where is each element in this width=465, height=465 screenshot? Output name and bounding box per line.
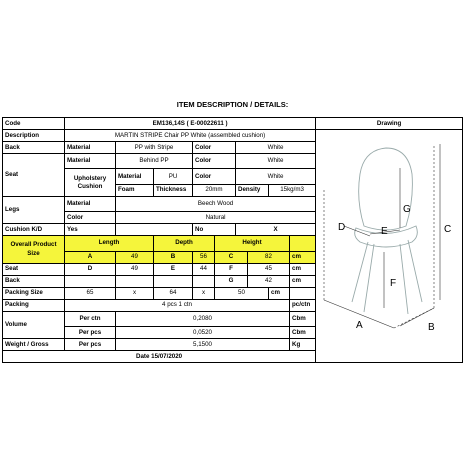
- label-vol-per-ctn: Per ctn: [65, 311, 116, 326]
- value-legs-color: Natural: [116, 212, 316, 224]
- back-dims-blank-1: [65, 275, 116, 287]
- header-unit-blank: [290, 236, 316, 251]
- label-seat-color: Color: [193, 154, 236, 169]
- value-back-material: PP with Stripe: [116, 142, 193, 154]
- drawing-letter-g: G: [403, 204, 411, 215]
- page-title: ITEM DESCRIPTION / DETAILS:: [176, 100, 289, 109]
- value-vol-pcs: 0,0520: [116, 327, 290, 339]
- value-upholstery-material: PU: [154, 169, 193, 184]
- value-code: EM136,14S ( E-00022611 ): [65, 118, 316, 130]
- value-back-color: White: [236, 142, 316, 154]
- value-thickness: 20mm: [193, 184, 236, 196]
- label-foam: Foam: [116, 184, 154, 196]
- drawing-letter-e: E: [381, 226, 388, 237]
- value-yes: [116, 224, 193, 236]
- label-seat-dims: Seat: [3, 263, 65, 275]
- dim-e-label: E: [154, 263, 193, 275]
- label-upholstery-color: Color: [193, 169, 236, 184]
- label-overall-size: Overall Product Size: [3, 236, 65, 263]
- header-depth: Depth: [154, 236, 215, 251]
- value-seat-material: Behind PP: [116, 154, 193, 169]
- label-yes: Yes: [65, 224, 116, 236]
- pack-x-1: x: [116, 287, 154, 299]
- value-upholstery-color: White: [236, 169, 316, 184]
- label-legs: Legs: [3, 196, 65, 223]
- label-back-material: Material: [65, 142, 116, 154]
- dim-g-value: 42: [248, 275, 290, 287]
- label-legs-color: Color: [65, 212, 116, 224]
- dim-unit-cm: cm: [290, 251, 316, 263]
- value-no: X: [236, 224, 316, 236]
- label-packing: Packing: [3, 299, 65, 311]
- back-dims-blank-2: [116, 275, 154, 287]
- value-legs-material: Beech Wood: [116, 196, 316, 211]
- drawing-letter-a: A: [356, 320, 363, 331]
- dim-f-value: 45: [248, 263, 290, 275]
- document-date: Date 15/07/2020: [3, 351, 316, 363]
- pack-blank: [290, 287, 316, 299]
- drawing-letter-c: C: [444, 224, 452, 235]
- chair-drawing: [316, 130, 462, 362]
- drawing-cell: [316, 130, 463, 363]
- dim-b-label: B: [154, 251, 193, 263]
- header-drawing: Drawing: [316, 118, 463, 130]
- label-back-dims: Back: [3, 275, 65, 287]
- value-density: 15kg/m3: [269, 184, 316, 196]
- spec-table: [2, 117, 463, 363]
- pack-height: 50: [215, 287, 269, 299]
- label-density: Density: [236, 184, 269, 196]
- dim-f-label: F: [215, 263, 248, 275]
- dim-a-label: A: [65, 251, 116, 263]
- value-seat-color: White: [236, 154, 316, 169]
- dim-g-unit: cm: [290, 275, 316, 287]
- dim-d-value: 49: [116, 263, 154, 275]
- dim-c-label: C: [215, 251, 248, 263]
- dim-e-value: 44: [193, 263, 215, 275]
- value-packing: 4 pcs 1 ctn: [65, 299, 290, 311]
- label-thickness: Thickness: [154, 184, 193, 196]
- label-seat: Seat: [3, 154, 65, 197]
- label-weight: Weight / Gross: [3, 339, 65, 351]
- pack-depth: 64: [154, 287, 193, 299]
- label-seat-material: Material: [65, 154, 116, 169]
- label-code: Code: [3, 118, 65, 130]
- label-no: No: [193, 224, 236, 236]
- dim-c-value: 82: [248, 251, 290, 263]
- vol-pcs-unit: Cbm: [290, 327, 316, 339]
- label-back: Back: [3, 142, 65, 154]
- label-volume: Volume: [3, 311, 65, 338]
- weight-unit: Kg: [290, 339, 316, 351]
- label-description: Description: [3, 130, 65, 142]
- pack-x-2: x: [193, 287, 215, 299]
- back-dims-blank-4: [193, 275, 215, 287]
- drawing-letter-b: B: [428, 322, 435, 333]
- pack-unit: cm: [269, 287, 290, 299]
- label-cushion-kd: Cushion K/D: [3, 224, 65, 236]
- label-upholstery-material: Material: [116, 169, 154, 184]
- label-weight-per-pcs: Per pcs: [65, 339, 116, 351]
- label-packing-size: Packing Size: [3, 287, 65, 299]
- header-length: Length: [65, 236, 154, 251]
- drawing-letter-f: F: [390, 278, 397, 289]
- drawing-letter-d: D: [338, 222, 346, 233]
- pack-length: 65: [65, 287, 116, 299]
- vol-ctn-unit: Cbm: [290, 311, 316, 326]
- value-description: MARTIN STRIPE Chair PP White (assembled cushion): [65, 130, 316, 142]
- label-upholstery: Upholstery Cushion: [65, 169, 116, 196]
- dim-a-value: 49: [116, 251, 154, 263]
- value-weight: 5,1500: [116, 339, 290, 351]
- label-legs-material: Material: [65, 196, 116, 211]
- back-dims-blank-3: [154, 275, 193, 287]
- dim-b-value: 56: [193, 251, 215, 263]
- header-height: Height: [215, 236, 290, 251]
- label-back-color: Color: [193, 142, 236, 154]
- packing-unit: pc/ctn: [290, 299, 316, 311]
- value-vol-ctn: 0,2080: [116, 311, 290, 326]
- dim-f-unit: cm: [290, 263, 316, 275]
- dim-g-label: G: [215, 275, 248, 287]
- dim-d-label: D: [65, 263, 116, 275]
- label-vol-per-pcs: Per pcs: [65, 327, 116, 339]
